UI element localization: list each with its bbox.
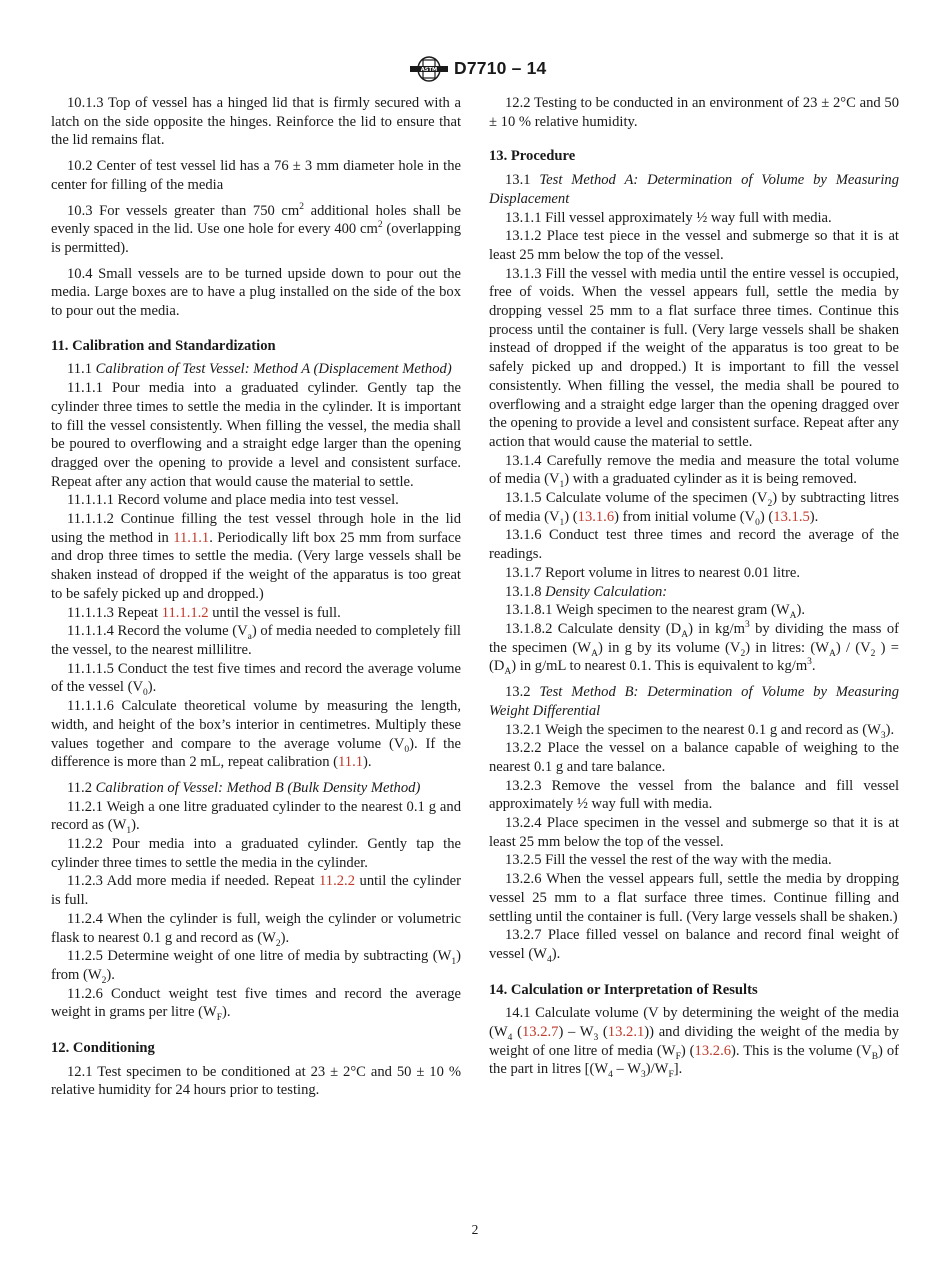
para-13-2-2: 13.2.2 Place the vessel on a balance capable of weighing to the nearest 0.1 g and tare balance. xyxy=(489,740,899,775)
para-13-1-8-2: 13.1.8.2 Calculate density $(D_A)$ in $kg/m^3$ by dividing the mass of the specimen $(W_A)$ in g by its volume $(V_2)$ in litres: $(W_A) / (V_2$ ) = $(D_A)$ in g/mL to nearest 0.1. This is equivalent to $kg/m^3$. xyxy=(489,620,899,678)
page-header xyxy=(0,56,950,86)
para-11-1-1-5: 11.1.1.5 Conduct the test five times and record the average volume of the vessel $(V_0)$. xyxy=(51,660,461,699)
para-13-1-8-1: 13.1.8.1 Weigh specimen to the nearest gram $(W_A)$. xyxy=(505,602,806,622)
para-11-2-6: 11.2.6 Conduct weight test five times and record the average weight in grams per litre $(W_F)$. xyxy=(51,985,461,1024)
para-11-2-1: 11.2.1 Weigh a one litre graduated cylinder to the nearest 0.1 g and record as $(W_1)$. xyxy=(51,798,461,837)
section-heading-14: 14. Calculation or Interpretation of Results xyxy=(489,981,758,998)
para-14-1: 14.1 Calculate volume (V by determining the weight of the media ($W_4$ $(13.2.7) - W_3$ (13.2.1)) and dividing the weight of the media by weight of one litre of media $(W_F)$ (13.2.6). This is the volume $(V_B)$ of the part in litres $[(W_4 - W_3)/W_F]$. xyxy=(489,1005,900,1081)
para-11-1-1: 11.1.1 Pour media into a graduated cylinder. Gently tap the cylinder three times to settle the media in the cylinder. It is important to fill the vessel consistently. When filling the vessel, the media shall be poured to overflowing and a straight edge larger than the opening dragged over the opening to provide a level and consistent surface. Repeat after any action that would cause the material to settle. xyxy=(51,380,461,490)
xref-link[interactable]: 13.2.7 xyxy=(521,1024,559,1041)
document-id: D7710 – 14 xyxy=(454,58,547,78)
xref-link[interactable]: 13.2.6 xyxy=(694,1042,732,1059)
para-13-2-7: 13.2.7 Place filled vessel on balance and record final weight of vessel $(W_4)$. xyxy=(489,927,899,965)
para-12-2: 12.2 Testing to be conducted in an environment of 23 ± 2°C and 50 ± 10 % relative humidity. xyxy=(489,95,899,130)
xref-link[interactable]: 11.1 xyxy=(338,754,364,771)
section-heading-11: 11. Calibration and Standardization xyxy=(51,337,276,354)
para-11-2-4: 11.2.4 When the cylinder is full, weigh the cylinder or volumetric flask to nearest 0.1 g and record as $(W_2)$. xyxy=(51,910,461,949)
para-10-2: 10.2 Center of test vessel lid has a 76 ± 3 mm diameter hole in the center for filling of the media xyxy=(51,158,461,193)
xref-link[interactable]: 13.1.6 xyxy=(577,508,615,525)
para-13-1-5: 13.1.5 Calculate volume of the specimen $(V_2)$ by subtracting litres of media $(V_1)$ (13.1.6) from initial volume $(V_0)$ (13.1.5). xyxy=(489,490,899,528)
para-11-1-1-1: 11.1.1.1 Record volume and place media into test vessel. xyxy=(67,492,399,509)
xref-link[interactable]: 11.1.1.2 xyxy=(161,604,209,621)
para-13-1-8: 13.1.8 Density Calculation: xyxy=(505,583,668,600)
xref-link[interactable]: 11.2.2 xyxy=(319,873,355,890)
right-column xyxy=(489,94,899,1079)
para-13-1-7: 13.1.7 Report volume in litres to nearest 0.01 litre. xyxy=(505,564,801,581)
xref-link[interactable]: 13.1.5 xyxy=(773,508,810,525)
page-number: 2 xyxy=(471,1222,479,1237)
para-12-1: 12.1 Test specimen to be conditioned at 23 ± 2°C and 50 ± 10 % relative humidity for 24 hours prior to testing. xyxy=(51,1063,461,1099)
astm-logo-icon xyxy=(409,56,449,82)
para-13-1-2: 13.1.2 Place test piece in the vessel and submerge so that it is at least 25 mm below the top of the vessel. xyxy=(489,228,899,263)
para-13-2-4: 13.2.4 Place specimen in the vessel and submerge so that it is at least 25 mm below the top of the vessel. xyxy=(489,815,899,850)
para-11-1-1-3: 11.1.1.3 Repeat 11.1.1.2 until the vessel is full. xyxy=(67,604,341,621)
para-13-1-1: 13.1.1 Fill vessel approximately ½ way full with media. xyxy=(505,209,832,226)
para-11-2-2: 11.2.2 Pour media into a graduated cylinder. Gently tap the cylinder three times to settle the media in the cylinder. xyxy=(51,836,461,871)
para-13-1-4: 13.1.4 Carefully remove the media and measure the total volume of media $(V_1)$ with a graduated cylinder as it is being removed. xyxy=(489,452,899,491)
para-13-2-5: 13.2.5 Fill the vessel the rest of the way with the media. xyxy=(505,852,832,869)
para-11-1: 11.1 Calibration of Test Vessel: Method A (Displacement Method) xyxy=(67,361,452,378)
para-13-1: 13.1 Test Method A: Determination of Volume by Measuring Displacement xyxy=(489,172,899,207)
para-11-2: 11.2 Calibration of Vessel: Method B (Bulk Density Method) xyxy=(67,779,421,796)
left-column xyxy=(51,94,461,1100)
para-10-1-3: 10.1.3 Top of vessel has a hinged lid that is firmly secured with a latch on the side opposite the hinges. Reinforce the lid to ensure that the lid remains flat. xyxy=(51,95,461,149)
para-11-2-3: 11.2.3 Add more media if needed. Repeat 11.2.2 until the cylinder is full. xyxy=(51,873,461,909)
para-11-2-5: 11.2.5 Determine weight of one litre of media by subtracting $(W_1)$ from $(W_2)$. xyxy=(51,948,461,986)
para-13-1-3: 13.1.3 Fill the vessel with media until the entire vessel is occupied, free of voids. When the vessel appears full, settle the media by dropping vessel 25 mm to a flat surface three times. Continue this process until the container is full. (Very large vessels shall be shaken instead of dropped if the weight of the apparatus is too great to be safely picked up and dropped.) It is important to fill the vessel consistently. When filling the vessel, the media shall be poured to overflowing and a straight edge larger than the opening dragged over the opening to provide a level and consistent surface. Repeat after any action that would cause the material to settle. xyxy=(489,265,899,450)
xref-link[interactable]: 13.2.1 xyxy=(607,1024,645,1041)
para-11-1-1-4: 11.1.1.4 Record the volume $(V_a)$ of media needed to completely fill the vessel, to the nearest millilitre. xyxy=(51,623,461,658)
para-11-1-1-2: 11.1.1.2 Continue filling the test vessel through hole in the lid using the method in 11.1.1. Periodically lift box 25 mm from surface and drop three times to settle the media. (Very large vessels shall be shaken instead of dropped if the weight of the apparatus is too great to be safely picked up and dropped.) xyxy=(51,511,461,602)
para-13-2-6: 13.2.6 When the vessel appears full, settle the media by dropping vessel 25 mm to a flat surface three times. Continue filling and settling until the container is full. (Very large vessels shall be shaken.) xyxy=(489,871,899,925)
para-10-4: 10.4 Small vessels are to be turned upside down to pour out the media. Large boxes are to have a plug installed on the side of the box to pour out the media. xyxy=(51,265,461,320)
para-13-2-3: 13.2.3 Remove the vessel from the balance and fill vessel approximately ½ way full with media. xyxy=(489,777,899,813)
para-11-1-1-6: 11.1.1.6 Calculate theoretical volume by measuring the length, width, and height of the box’s interior in centimetres. Multiply these values together and compare to the average volume $(V_0)$. If the difference is more than 2 mL, repeat calibration (11.1). xyxy=(51,698,461,771)
para-13-2-1: 13.2.1 Weigh the specimen to the nearest 0.1 g and record as $(W_3)$. xyxy=(505,721,895,741)
para-10-3: 10.3 For vessels greater than 750 $cm^2$ additional holes shall be evenly spaced in the lid. Use one hole for every 400 $cm^2$ (overlapping is permitted). xyxy=(51,201,461,256)
section-heading-12: 12. Conditioning xyxy=(51,1040,155,1057)
svg-text:ASTM: ASTM xyxy=(420,67,438,74)
para-13-2: 13.2 Test Method B: Determination of Volume by Measuring Weight Differential xyxy=(489,684,899,719)
para-13-1-6: 13.1.6 Conduct test three times and record the average of the readings. xyxy=(489,527,899,563)
section-heading-13: 13. Procedure xyxy=(489,148,576,165)
xref-link[interactable]: 11.1.1 xyxy=(173,529,210,546)
